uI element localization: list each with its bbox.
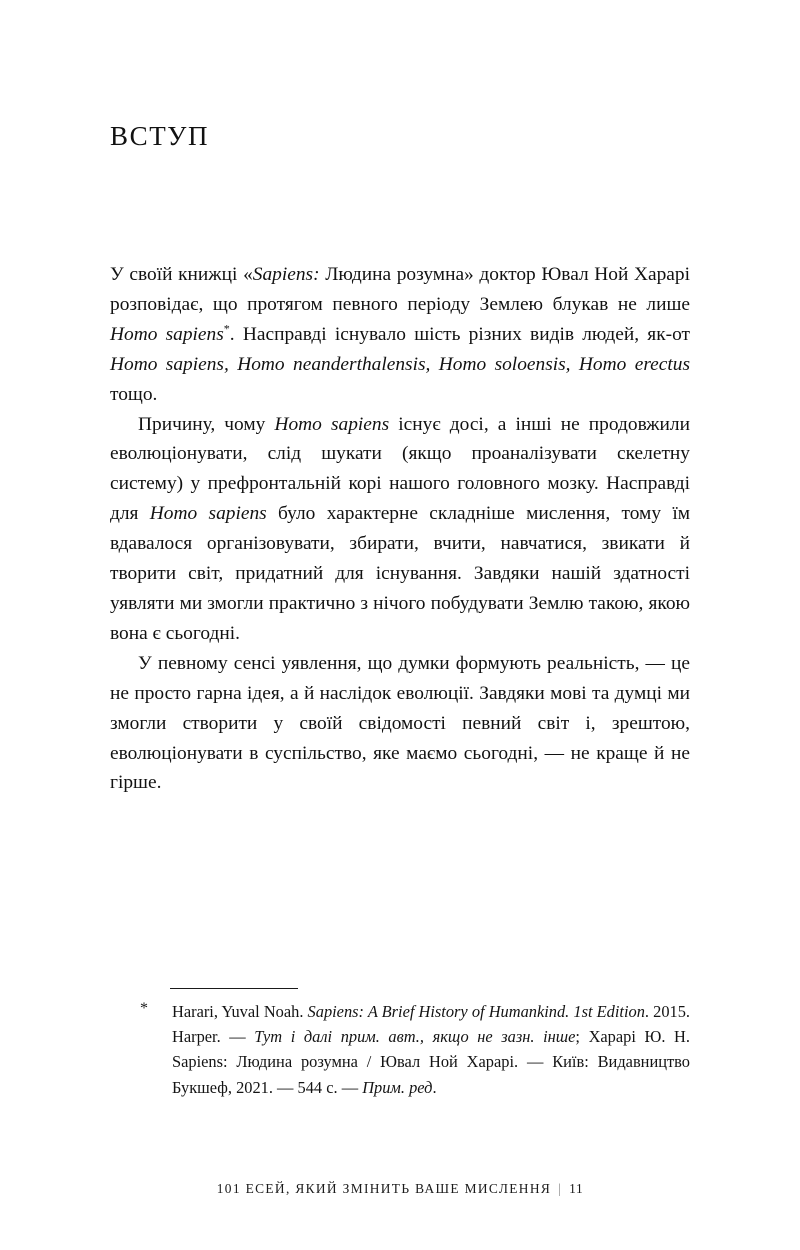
text-run: У певному сенсі уявлення, що думки формують реальність, — це не просто гарна ідея, а й наслідок еволюції. Завдяки мові та думці ми змогли створити у своїй свідомості певний світ і, зрештою, еволюціонувати в суспільство, яке маємо сьогодні, — не краще й не гірше. bbox=[110, 652, 690, 794]
footnote bbox=[140, 988, 690, 1100]
italic-run: Sapiens: A Brief History of Humankind. 1st Edition bbox=[307, 1002, 645, 1021]
text-run: було характерне складніше мислення, тому їм вдавалося організовувати, збирати, вчити, навчатися, звикати й творити світ, придатний для існування. Завдяки нашій здатності уявляти ми змогли практично з нічого побудувати Землю такою, якою вона є сьогодні. bbox=[110, 503, 691, 644]
text-run: . Насправді існувало шість різних видів людей, як-от bbox=[229, 323, 690, 345]
text-run: Harari, Yuval Noah. bbox=[172, 1002, 308, 1021]
footnote-body bbox=[140, 988, 690, 1100]
italic-run: Тут і далі прим. авт., якщо не зазн. інше bbox=[254, 1027, 576, 1047]
running-footer bbox=[0, 1181, 800, 1197]
body-text-block bbox=[110, 260, 690, 798]
italic-run: Homo sapiens bbox=[110, 323, 224, 345]
text-run: тощо. bbox=[110, 383, 158, 405]
running-footer-separator: | bbox=[558, 1181, 563, 1196]
paragraph-1 bbox=[110, 260, 690, 410]
text-run: . bbox=[432, 1077, 437, 1097]
footnote-text bbox=[140, 999, 690, 1100]
text-run: Людина розумна» доктор Ювал Ной Харарі розповідає, що протягом певного періоду Землею блукав не лише bbox=[110, 264, 690, 315]
page-number: 11 bbox=[569, 1181, 584, 1196]
italic-run: Прим. ред bbox=[362, 1077, 433, 1097]
italic-run: Homo sapiens, Homo neanderthalensis, Homo soloensis, Homo erectus bbox=[110, 353, 690, 375]
paragraph-2 bbox=[110, 410, 690, 649]
page-title: ВСТУП bbox=[110, 121, 210, 152]
italic-run: Sapiens: bbox=[252, 264, 320, 285]
paragraph-3 bbox=[110, 649, 690, 799]
text-run: ; Харарі Ю. Н. Sapiens: Людина розумна / Ювал Ной Харарі. — Київ: Видавництво Букшеф, 2021. — 544 с. — bbox=[172, 1027, 690, 1097]
text-run: . 2015. Harper. — bbox=[172, 1002, 691, 1047]
footnote-reference-marker: * bbox=[223, 321, 230, 336]
footnote-marker: * bbox=[140, 1000, 148, 1017]
text-run: існує досі, а інші не продовжили еволюціонувати, слід шукати (якщо проаналізувати скелетну систему) у префронтальній корі нашого головного мозку. Насправді для bbox=[110, 413, 690, 525]
text-run: У своїй книжці « bbox=[110, 264, 253, 285]
italic-run: Homo sapiens bbox=[274, 413, 390, 435]
text-run: Причину, чому bbox=[138, 413, 275, 435]
running-footer-title: 101 ЕСЕЙ, ЯКИЙ ЗМІНИТЬ ВАШЕ МИСЛЕННЯ bbox=[216, 1181, 552, 1196]
italic-run: Homo sapiens bbox=[149, 503, 267, 525]
